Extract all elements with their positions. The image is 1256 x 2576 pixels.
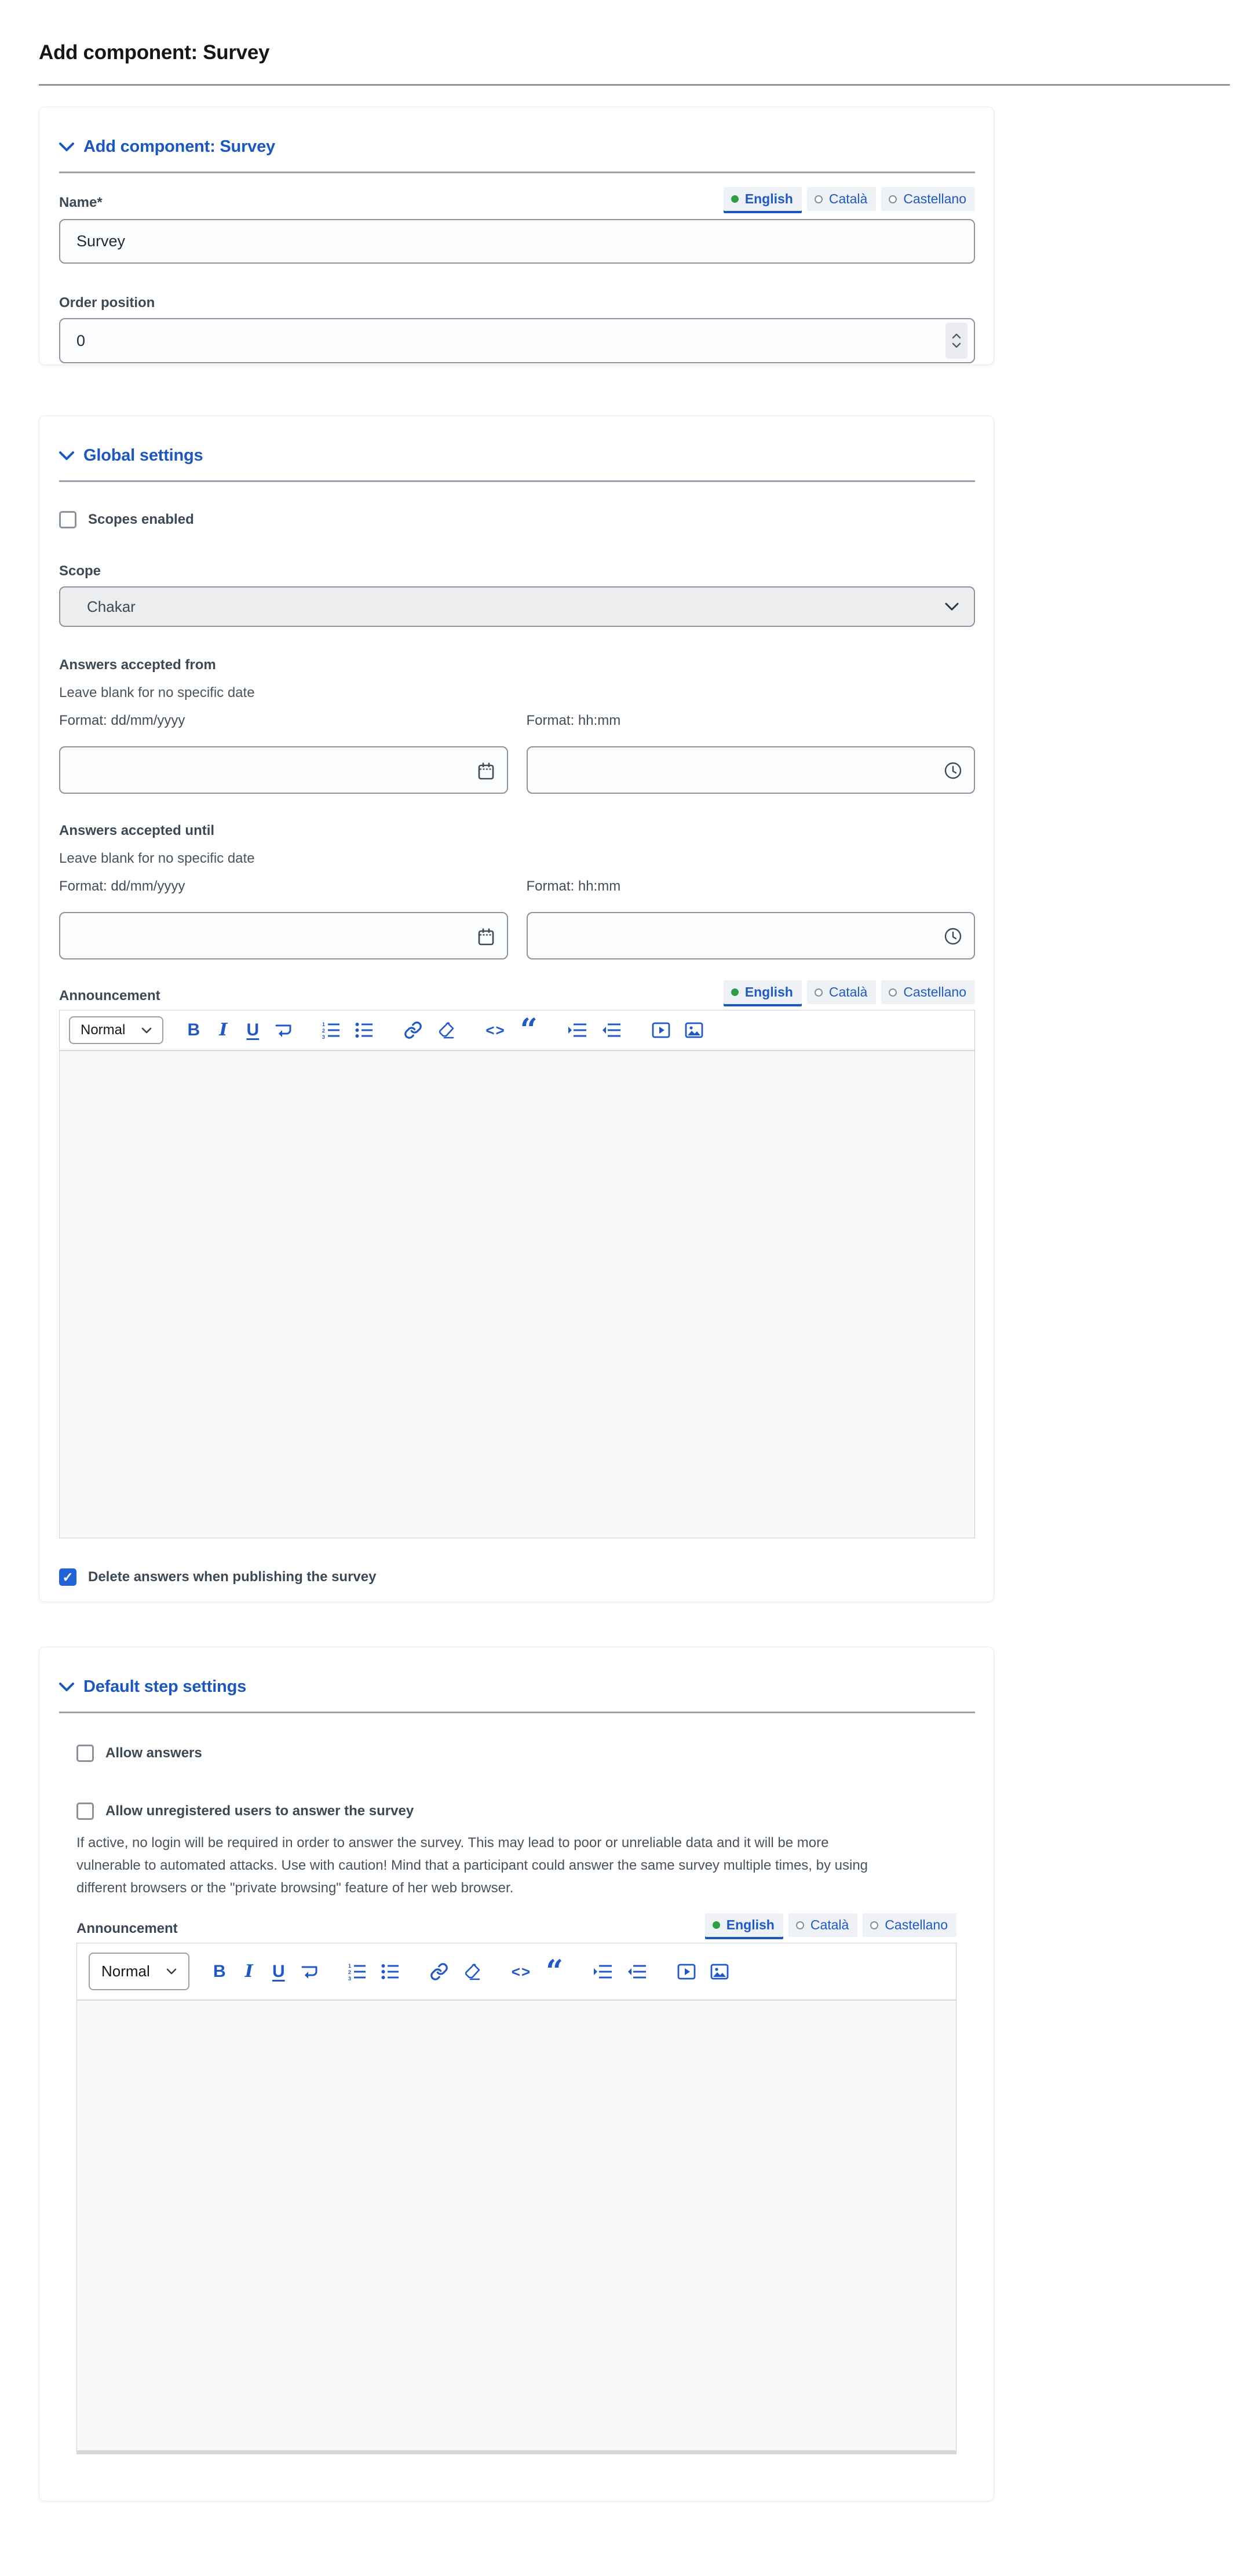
check-icon: ✓	[62, 1569, 74, 1585]
answers-from-label: Answers accepted from	[59, 657, 216, 673]
svg-text:3: 3	[348, 1975, 351, 1982]
chevron-down-icon	[945, 603, 959, 611]
bold-icon[interactable]: B	[213, 1961, 226, 1981]
video-icon[interactable]	[652, 1021, 670, 1039]
tab-label: English	[744, 984, 793, 999]
chevron-down-icon	[166, 1968, 177, 1975]
ordered-list-icon[interactable]	[322, 1021, 341, 1039]
video-icon[interactable]	[677, 1962, 696, 1981]
translated-dot-icon	[731, 195, 739, 203]
tab-castellano[interactable]	[863, 1913, 956, 1937]
number-stepper[interactable]	[945, 323, 967, 359]
code-icon[interactable]: <>	[485, 1021, 506, 1039]
rich-text-editor	[59, 1010, 975, 1538]
answers-from-date-input[interactable]	[59, 746, 508, 794]
date-format-label: Format: dd/mm/yyyy	[59, 713, 185, 728]
bullet-list-icon[interactable]	[381, 1963, 400, 1980]
delete-answers-checkbox[interactable]	[59, 1568, 76, 1586]
allow-answers-label: Allow answers	[105, 1745, 202, 1761]
answers-until-hint: Leave blank for no specific date	[59, 851, 255, 866]
scopes-enabled-row	[59, 511, 975, 528]
image-icon[interactable]	[710, 1962, 729, 1981]
page-divider	[39, 84, 1230, 86]
language-tabs	[705, 1913, 956, 1937]
scope-label: Scope	[59, 563, 101, 579]
bullet-list-icon[interactable]	[355, 1021, 374, 1039]
allow-unregistered-checkbox[interactable]	[76, 1803, 94, 1820]
delete-answers-label: Delete answers when publishing the survey	[88, 1569, 377, 1585]
time-format-label: Format: hh:mm	[526, 713, 621, 728]
heading-select[interactable]	[69, 1016, 163, 1044]
tab-catala[interactable]	[807, 980, 876, 1004]
scope-select[interactable]	[59, 586, 975, 627]
chevron-down-icon	[59, 451, 74, 461]
outdent-icon[interactable]	[627, 1964, 647, 1980]
section-header-global-settings[interactable]	[59, 446, 975, 465]
editor-toolbar	[60, 1010, 974, 1051]
code-icon[interactable]: <>	[511, 1962, 532, 1980]
outdent-icon[interactable]	[602, 1022, 622, 1038]
page-title: Add component: Survey	[39, 41, 270, 64]
heading-select[interactable]	[89, 1953, 189, 1990]
svg-text:1: 1	[348, 1962, 351, 1969]
allow-answers-checkbox[interactable]	[76, 1745, 94, 1762]
heading-select-value: Normal	[81, 1022, 126, 1038]
italic-icon[interactable]: I	[244, 1961, 253, 1982]
tab-castellano[interactable]	[881, 980, 975, 1004]
card-add-component	[39, 107, 994, 365]
chevron-down-icon	[59, 143, 74, 152]
editor-toolbar	[77, 1943, 956, 2001]
section-divider	[59, 1712, 975, 1713]
chevron-down-icon	[141, 1027, 152, 1034]
clock-icon	[944, 927, 962, 946]
section-header-add-component[interactable]	[59, 137, 975, 156]
answers-until-time-input[interactable]	[527, 912, 976, 959]
ordered-list-icon[interactable]	[348, 1963, 367, 1980]
clear-format-icon[interactable]	[463, 1962, 481, 1981]
answers-from-hint: Leave blank for no specific date	[59, 685, 255, 700]
tab-english[interactable]	[705, 1913, 783, 1937]
clear-format-icon[interactable]	[437, 1021, 455, 1039]
blockquote-icon[interactable]: “	[546, 1953, 564, 1989]
tab-english[interactable]	[724, 980, 802, 1004]
announcement-label: Announcement	[76, 1921, 178, 1936]
rich-text-editor	[76, 1943, 956, 2454]
italic-icon[interactable]: I	[219, 1020, 228, 1040]
calendar-icon	[477, 927, 495, 947]
delete-answers-row	[59, 1568, 975, 1586]
answers-until-date-input[interactable]	[59, 912, 508, 959]
tab-english[interactable]	[724, 187, 802, 211]
tab-catala[interactable]	[788, 1913, 857, 1937]
link-icon[interactable]	[430, 1962, 448, 1981]
line-break-icon[interactable]	[301, 1964, 318, 1980]
stepper-down-icon	[952, 342, 961, 348]
link-icon[interactable]	[404, 1021, 422, 1039]
tab-castellano[interactable]	[881, 187, 975, 211]
svg-text:3: 3	[322, 1034, 326, 1040]
chevron-down-icon	[59, 1683, 74, 1692]
untranslated-circle-icon	[870, 1921, 878, 1929]
clock-icon	[944, 761, 962, 780]
tab-label: English	[726, 1917, 775, 1932]
announcement-label: Announcement	[59, 988, 160, 1004]
card-global-settings	[39, 415, 994, 1602]
svg-text:2: 2	[348, 1969, 351, 1975]
language-tabs	[724, 187, 975, 211]
answers-from-time-input[interactable]	[527, 746, 976, 794]
image-icon[interactable]	[685, 1021, 703, 1039]
untranslated-circle-icon	[889, 195, 897, 203]
tab-label: Castellano	[885, 1917, 948, 1932]
untranslated-circle-icon	[815, 988, 823, 997]
indent-icon[interactable]	[593, 1964, 613, 1980]
svg-text:2: 2	[322, 1028, 326, 1034]
tab-label: Castellano	[903, 984, 966, 999]
time-format-label: Format: hh:mm	[526, 878, 621, 894]
bold-icon[interactable]: B	[187, 1020, 200, 1039]
line-break-icon[interactable]	[275, 1022, 292, 1038]
order-position-label: Order position	[59, 295, 155, 311]
heading-select-value: Normal	[101, 1962, 150, 1980]
scope-selected-value: Chakar	[87, 597, 136, 615]
answers-until-label: Answers accepted until	[59, 823, 215, 838]
tab-label: Castellano	[903, 191, 966, 206]
section-title: Global settings	[83, 446, 203, 465]
scopes-enabled-checkbox[interactable]	[59, 511, 76, 528]
svg-text:1: 1	[322, 1021, 326, 1027]
card-default-step-settings	[39, 1647, 994, 2501]
untranslated-circle-icon	[815, 195, 823, 203]
name-input[interactable]	[59, 219, 975, 264]
tab-label: Català	[828, 984, 868, 999]
translated-dot-icon	[731, 988, 739, 996]
stepper-up-icon	[952, 333, 961, 339]
allow-unregistered-help-text: If active, no login will be required in order to answer the survey. This may lead to poor or unreliable data and it will be more vulnerable to automated attacks. Use with caution! Mind that a participant could answer the same survey multiple times, by using different browsers or the "private browsing" feature of her web browser.	[76, 1835, 868, 1896]
untranslated-circle-icon	[889, 988, 897, 997]
tab-catala[interactable]	[807, 187, 876, 211]
name-label: Name*	[59, 195, 103, 210]
calendar-icon	[477, 761, 495, 781]
allow-unregistered-row	[76, 1803, 956, 1820]
allow-answers-row	[76, 1745, 956, 1762]
section-header-default-step-settings[interactable]	[59, 1677, 975, 1696]
underline-icon[interactable]: U	[246, 1020, 260, 1039]
order-position-input[interactable]	[59, 318, 975, 363]
date-format-label: Format: dd/mm/yyyy	[59, 878, 185, 894]
section-title: Default step settings	[83, 1677, 247, 1696]
untranslated-circle-icon	[796, 1921, 804, 1929]
editor-resize-handle[interactable]	[77, 2450, 956, 2454]
scopes-enabled-label: Scopes enabled	[88, 512, 194, 527]
section-divider	[59, 172, 975, 173]
section-title: Add component: Survey	[83, 137, 275, 156]
language-tabs	[724, 980, 975, 1004]
indent-icon[interactable]	[568, 1022, 587, 1038]
allow-unregistered-label: Allow unregistered users to answer the survey	[105, 1803, 414, 1819]
translated-dot-icon	[713, 1921, 720, 1929]
tab-label: Català	[828, 191, 868, 206]
tab-label: Català	[810, 1917, 849, 1932]
underline-icon[interactable]: U	[272, 1961, 285, 1981]
blockquote-icon[interactable]: “	[520, 1012, 538, 1048]
editor-content[interactable]	[77, 2001, 956, 2450]
section-divider	[59, 480, 975, 482]
tab-label: English	[744, 191, 793, 206]
editor-content[interactable]	[60, 1051, 974, 1538]
